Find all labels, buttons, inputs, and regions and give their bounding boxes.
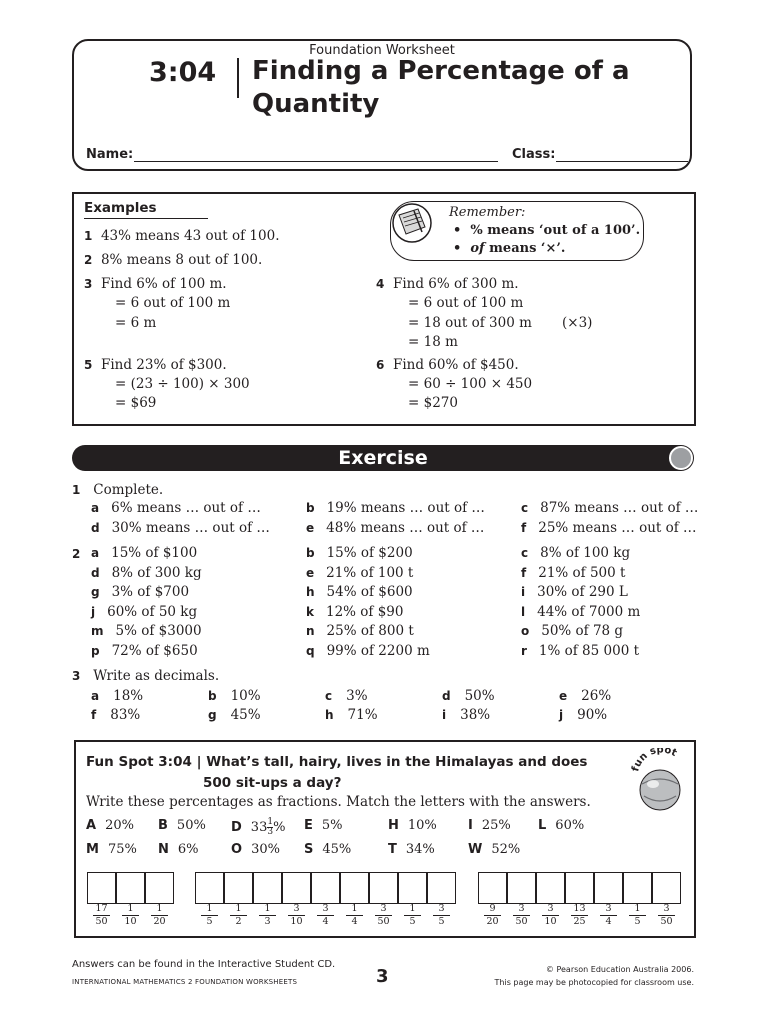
part-letter: c [521, 546, 529, 560]
part-text: 5% of $3000 [115, 623, 202, 639]
fraction-numerator: 1 [404, 904, 421, 916]
question-part [521, 623, 623, 639]
percentage: 20% [105, 818, 134, 833]
fraction-denominator: 5 [409, 916, 416, 927]
part-text: 44% of 7000 m [537, 603, 641, 620]
part-text: 45% [230, 707, 261, 723]
example-line: = 6 out of 100 m [408, 295, 524, 311]
question-part [521, 643, 639, 659]
part-letter: d [91, 565, 100, 580]
example-note: (×3) [562, 315, 593, 331]
fraction-numerator: 1 [259, 904, 276, 916]
percentage: 75% [107, 842, 137, 857]
question-part [521, 500, 698, 516]
question-part [91, 643, 198, 659]
part-text: 12% of $90 [325, 603, 404, 620]
example-number: 2 [84, 253, 93, 267]
answer-fraction [507, 904, 536, 927]
fraction-denominator: 20 [153, 916, 166, 927]
letter-key-item [468, 842, 520, 857]
part-text: 8% of 300 kg [111, 564, 202, 581]
fraction-denominator: 2 [235, 916, 242, 927]
fraction-denominator: 4 [322, 916, 329, 927]
answer-fraction [195, 904, 224, 927]
class-label: Class: [512, 147, 556, 162]
part-letter: b [306, 546, 315, 560]
part-letter: d [442, 689, 451, 703]
answer-fraction [623, 904, 652, 927]
fun-spot-title-line: 500 sit-ups a day? [203, 775, 342, 791]
fraction-numerator: 17 [93, 904, 110, 916]
svg-text:fun spot [630, 748, 678, 773]
remember-item-text: % means ‘out of a 100’. [470, 223, 641, 238]
part-letter: a [91, 689, 100, 703]
part-text: 3% of $700 [111, 584, 190, 600]
fraction-denominator: 3 [267, 827, 274, 837]
remember-callout [390, 201, 644, 261]
worksheet-type-label: Foundation Worksheet [309, 43, 455, 58]
fraction-numerator: 9 [484, 904, 501, 916]
page-number: 3 [376, 966, 389, 987]
part-letter: j [91, 604, 96, 619]
answer-cell[interactable] [340, 872, 369, 904]
bullet: • [453, 223, 471, 238]
fun-spot-title-line: Fun Spot 3:04 | What’s tall, hairy, lives in the Himalayas and does [86, 754, 588, 770]
answer-fraction [87, 904, 116, 927]
part-letter: g [91, 585, 100, 599]
question-part [306, 643, 430, 659]
question-part [91, 707, 140, 723]
answer-cell[interactable] [507, 872, 536, 904]
notebook-icon [391, 201, 437, 251]
example-number: 3 [84, 277, 93, 291]
question-part [521, 584, 628, 600]
answer-fraction [282, 904, 311, 927]
letter-key-item [388, 818, 437, 833]
question-part [208, 688, 261, 704]
percentage: 25% [481, 818, 511, 833]
examples-heading-underline [84, 218, 208, 219]
letter: S [304, 842, 314, 857]
example-line: Find 6% of 300 m. [392, 276, 519, 292]
part-text: 90% [577, 707, 608, 723]
answer-fraction [398, 904, 427, 927]
part-text: 8% of 100 kg [540, 545, 631, 561]
fraction-numerator: 3 [513, 904, 530, 916]
part-text: 99% of 2200 m [326, 642, 430, 659]
answer-cell[interactable] [536, 872, 565, 904]
example-number: 4 [376, 277, 385, 291]
fraction-denominator: 50 [95, 916, 108, 927]
answer-fraction [536, 904, 565, 927]
letter-key-item [231, 842, 280, 857]
letter-key-item [304, 818, 343, 833]
part-letter: l [521, 604, 526, 619]
letter: E [304, 818, 313, 833]
answer-cell[interactable] [594, 872, 623, 904]
fraction-numerator: 1 [151, 904, 168, 916]
answer-fraction [253, 904, 282, 927]
part-letter: b [306, 501, 315, 515]
fun-spot-instructions: Write these percentages as fractions. Match the letters with the answers. [86, 794, 591, 810]
part-text: 54% of $600 [326, 584, 413, 600]
circle-icon [669, 446, 693, 470]
percentage: 10% [407, 818, 437, 833]
fraction-numerator: 1 [201, 904, 218, 916]
example-line: = (23 ÷ 100) × 300 [115, 376, 250, 392]
examples-section [72, 192, 696, 426]
fraction-numerator: 3 [375, 904, 392, 916]
question-part [91, 688, 143, 704]
answer-cell[interactable] [565, 872, 594, 904]
question-part [306, 565, 413, 581]
fraction-numerator: 3 [433, 904, 450, 916]
answer-fraction [311, 904, 340, 927]
percentage: 30% [251, 842, 280, 857]
example-line: = $69 [115, 395, 157, 411]
fraction-denominator: 10 [290, 916, 303, 927]
example-6 [376, 356, 519, 376]
question-part [306, 520, 484, 536]
answer-cell[interactable] [116, 872, 145, 904]
part-text: 72% of $650 [111, 642, 198, 659]
remember-item-emphasis: of [470, 241, 485, 256]
answer-cell[interactable] [253, 872, 282, 904]
answer-cell[interactable] [623, 872, 652, 904]
letter: B [158, 818, 168, 833]
part-letter: i [442, 708, 447, 722]
part-text: 30% of 290 L [537, 584, 628, 600]
part-letter: m [91, 624, 104, 638]
letter: M [86, 842, 99, 857]
question-part [325, 688, 368, 704]
copyright-notice: © Pearson Education Australia 2006. [545, 965, 694, 974]
fraction-denominator: 5 [438, 916, 445, 927]
part-letter: r [521, 643, 527, 658]
question-part [325, 707, 378, 723]
letter-key-item [388, 842, 435, 857]
question-prompt: Write as decimals. [93, 668, 220, 684]
fraction-denominator: 20 [486, 916, 499, 927]
answer-fraction [594, 904, 623, 927]
example-number: 1 [84, 229, 93, 243]
answer-fraction [478, 904, 507, 927]
name-label: Name: [86, 147, 134, 162]
part-text: 15% of $100 [111, 545, 198, 561]
example-text: 43% means 43 out of 100. [100, 228, 280, 244]
letter-key-item [304, 842, 351, 857]
part-text: 60% of 50 kg [107, 603, 198, 620]
part-text: 10% [230, 688, 261, 704]
part-letter: g [208, 708, 217, 722]
example-3 [84, 275, 227, 295]
title-divider [237, 58, 239, 98]
fraction-numerator: 1 [122, 904, 139, 916]
letter: L [538, 818, 547, 833]
question-part [442, 707, 490, 723]
part-letter: f [521, 521, 527, 535]
fraction-numerator: 3 [288, 904, 305, 916]
letter-key-item [158, 842, 199, 857]
question-1 [72, 482, 163, 498]
question-part [306, 623, 414, 639]
example-2 [84, 251, 262, 271]
answer-cell[interactable] [195, 872, 224, 904]
part-text: 1% of 85 000 t [538, 642, 639, 659]
part-letter: c [521, 501, 529, 515]
letter-key-item [538, 818, 584, 833]
question-number: 1 [72, 483, 81, 497]
example-line: Find 60% of $450. [392, 357, 519, 373]
question-part [306, 545, 413, 561]
part-letter: e [306, 565, 315, 580]
fraction-numerator: 1 [267, 817, 274, 827]
part-text: 19% means … out of … [326, 500, 485, 516]
part-text: 25% of 800 t [326, 623, 414, 639]
example-1 [84, 227, 280, 247]
example-line: = 6 m [115, 315, 157, 331]
question-part [306, 604, 403, 620]
part-letter: q [306, 643, 315, 658]
letter-key-item [86, 842, 137, 857]
percentage: 50% [176, 818, 206, 833]
letter: N [158, 842, 169, 857]
question-part [521, 565, 625, 581]
fraction-denominator: 4 [351, 916, 358, 927]
class-field[interactable] [556, 161, 688, 162]
fun-spot-badge-text: fun spot [630, 748, 679, 773]
answer-fraction [224, 904, 253, 927]
percentage: 52% [491, 842, 521, 857]
remember-title: Remember: [449, 205, 526, 220]
answer-cell[interactable] [652, 872, 681, 904]
question-number: 2 [72, 547, 81, 561]
part-text: 26% [581, 688, 612, 704]
answer-cell[interactable] [145, 872, 174, 904]
part-letter: c [325, 689, 333, 703]
bullet: • [453, 241, 471, 256]
fun-spot-section [74, 740, 696, 938]
part-text: 21% of 500 t [538, 564, 626, 581]
question-number: 3 [72, 669, 81, 683]
letter: I [468, 818, 473, 833]
answer-fraction [427, 904, 456, 927]
fun-spot-title [86, 752, 606, 794]
part-text: 30% means … out of … [111, 520, 270, 536]
question-part [91, 500, 261, 516]
question-part [306, 500, 485, 516]
part-letter: a [91, 501, 100, 515]
fraction-denominator: 25 [573, 916, 586, 927]
fraction-numerator: 1 [346, 904, 363, 916]
part-text: 18% [113, 688, 144, 704]
example-line: = $270 [408, 395, 458, 411]
example-line: = 18 out of 300 m [408, 315, 532, 331]
part-letter: f [521, 565, 527, 580]
fraction-denominator: 4 [605, 916, 612, 927]
question-3 [72, 668, 219, 684]
part-letter: d [91, 521, 100, 535]
question-part [91, 565, 202, 581]
ball-icon [628, 748, 690, 814]
question-part [91, 604, 197, 620]
fraction-denominator: 5 [634, 916, 641, 927]
question-part [521, 545, 630, 561]
remember-item [453, 241, 565, 256]
examples-heading: Examples [84, 200, 157, 216]
answer-fraction [145, 904, 174, 927]
example-line: Find 23% of $300. [100, 357, 227, 373]
part-text: 6% means … out of … [111, 500, 261, 516]
question-part [559, 688, 611, 704]
example-line: = 60 ÷ 100 × 450 [408, 376, 533, 392]
question-part [91, 520, 270, 536]
part-text: 3% [346, 688, 368, 704]
letter: W [468, 842, 483, 857]
answer-fraction [340, 904, 369, 927]
answer-cell[interactable] [369, 872, 398, 904]
part-letter: p [91, 643, 100, 658]
fraction-denominator: 10 [544, 916, 557, 927]
question-part [91, 623, 202, 639]
worksheet-title: Finding a Percentage of a Quantity [252, 56, 630, 119]
question-part [91, 584, 189, 600]
fraction-denominator: 50 [515, 916, 528, 927]
letter-key-item [158, 818, 206, 833]
part-text: 21% of 100 t [326, 564, 414, 581]
part-letter: b [208, 689, 217, 703]
part-letter: h [325, 708, 334, 722]
question-part [306, 584, 413, 600]
part-letter: f [91, 708, 97, 722]
answer-cell[interactable] [311, 872, 340, 904]
fraction-denominator: 5 [206, 916, 213, 927]
answer-cell[interactable] [478, 872, 507, 904]
example-number: 5 [84, 358, 93, 372]
example-4 [376, 275, 519, 295]
question-prompt: Complete. [93, 482, 164, 498]
answer-cell[interactable] [87, 872, 116, 904]
question-part [521, 520, 697, 536]
part-letter: n [306, 624, 315, 638]
part-letter: i [521, 585, 526, 599]
photocopy-notice: This page may be photocopied for classroom use. [494, 978, 694, 987]
answer-cell[interactable] [224, 872, 253, 904]
fraction-denominator: 3 [264, 916, 271, 927]
letter: T [388, 842, 397, 857]
question-part [442, 688, 495, 704]
part-text: 83% [110, 707, 141, 723]
answers-note: Answers can be found in the Interactive Student CD. [72, 959, 336, 970]
fun-spot-badge [628, 748, 690, 818]
part-text: 38% [460, 707, 491, 723]
example-line: = 18 m [408, 334, 458, 350]
fraction-numerator: 3 [317, 904, 334, 916]
worksheet-code: 3:04 [149, 57, 217, 88]
part-letter: h [306, 585, 315, 599]
fraction-numerator: 3 [658, 904, 675, 916]
question-part [521, 604, 640, 620]
answer-fraction [369, 904, 398, 927]
percentage: 45% [322, 842, 352, 857]
example-line: Find 6% of 100 m. [100, 276, 227, 292]
percentage: 5% [321, 818, 343, 833]
example-text: 8% means 8 out of 100. [100, 252, 263, 268]
answer-fraction [652, 904, 681, 927]
letter: A [86, 818, 97, 833]
part-letter: j [559, 708, 564, 722]
fraction-numerator: 1 [629, 904, 646, 916]
remember-item-text: means ‘×’. [484, 241, 566, 256]
answer-cell[interactable] [427, 872, 456, 904]
answer-fraction [116, 904, 145, 927]
example-line: = 6 out of 100 m [115, 295, 231, 311]
question-part [208, 707, 261, 723]
question-part [91, 545, 197, 561]
exercise-banner [72, 445, 694, 471]
letter: D [231, 820, 242, 835]
percentage: 33 [250, 820, 268, 835]
letter: O [231, 842, 243, 857]
letter: H [388, 818, 399, 833]
fraction-numerator: 13 [571, 904, 588, 916]
percentage: 6% [177, 842, 199, 857]
exercise-title: Exercise [338, 447, 428, 469]
percentage: 60% [555, 818, 585, 833]
fraction-denominator: 10 [124, 916, 137, 927]
example-5 [84, 356, 227, 376]
question-part [559, 707, 607, 723]
fraction-numerator: 3 [600, 904, 617, 916]
remember-item [453, 223, 640, 238]
answer-fraction [565, 904, 594, 927]
letter-key-item [468, 818, 511, 833]
part-text: 48% means … out of … [326, 520, 485, 536]
fraction-numerator: 1 [230, 904, 247, 916]
name-field[interactable] [134, 161, 498, 162]
part-text: 50% [464, 688, 495, 704]
part-letter: e [306, 521, 315, 535]
part-letter: e [559, 689, 568, 703]
letter-key-item [86, 818, 134, 833]
part-letter: a [91, 546, 100, 560]
percent-sign: % [273, 820, 286, 835]
part-text: 87% means … out of … [540, 500, 699, 516]
part-text: 50% of 78 g [541, 623, 624, 639]
part-letter: o [521, 624, 530, 638]
fraction-denominator: 50 [660, 916, 673, 927]
example-number: 6 [376, 358, 385, 372]
fraction-numerator: 3 [542, 904, 559, 916]
letter-key-item [231, 818, 285, 837]
worksheet-header [72, 39, 692, 171]
fraction-denominator: 50 [377, 916, 390, 927]
percentage: 34% [405, 842, 435, 857]
part-text: 15% of $200 [326, 545, 413, 561]
answer-cell[interactable] [282, 872, 311, 904]
part-text: 25% means … out of … [538, 520, 697, 536]
part-text: 71% [347, 707, 378, 723]
part-letter: k [306, 604, 314, 619]
answer-cell[interactable] [398, 872, 427, 904]
series-name: INTERNATIONAL MATHEMATICS 2 FOUNDATION WORKSHEETS [72, 978, 298, 986]
